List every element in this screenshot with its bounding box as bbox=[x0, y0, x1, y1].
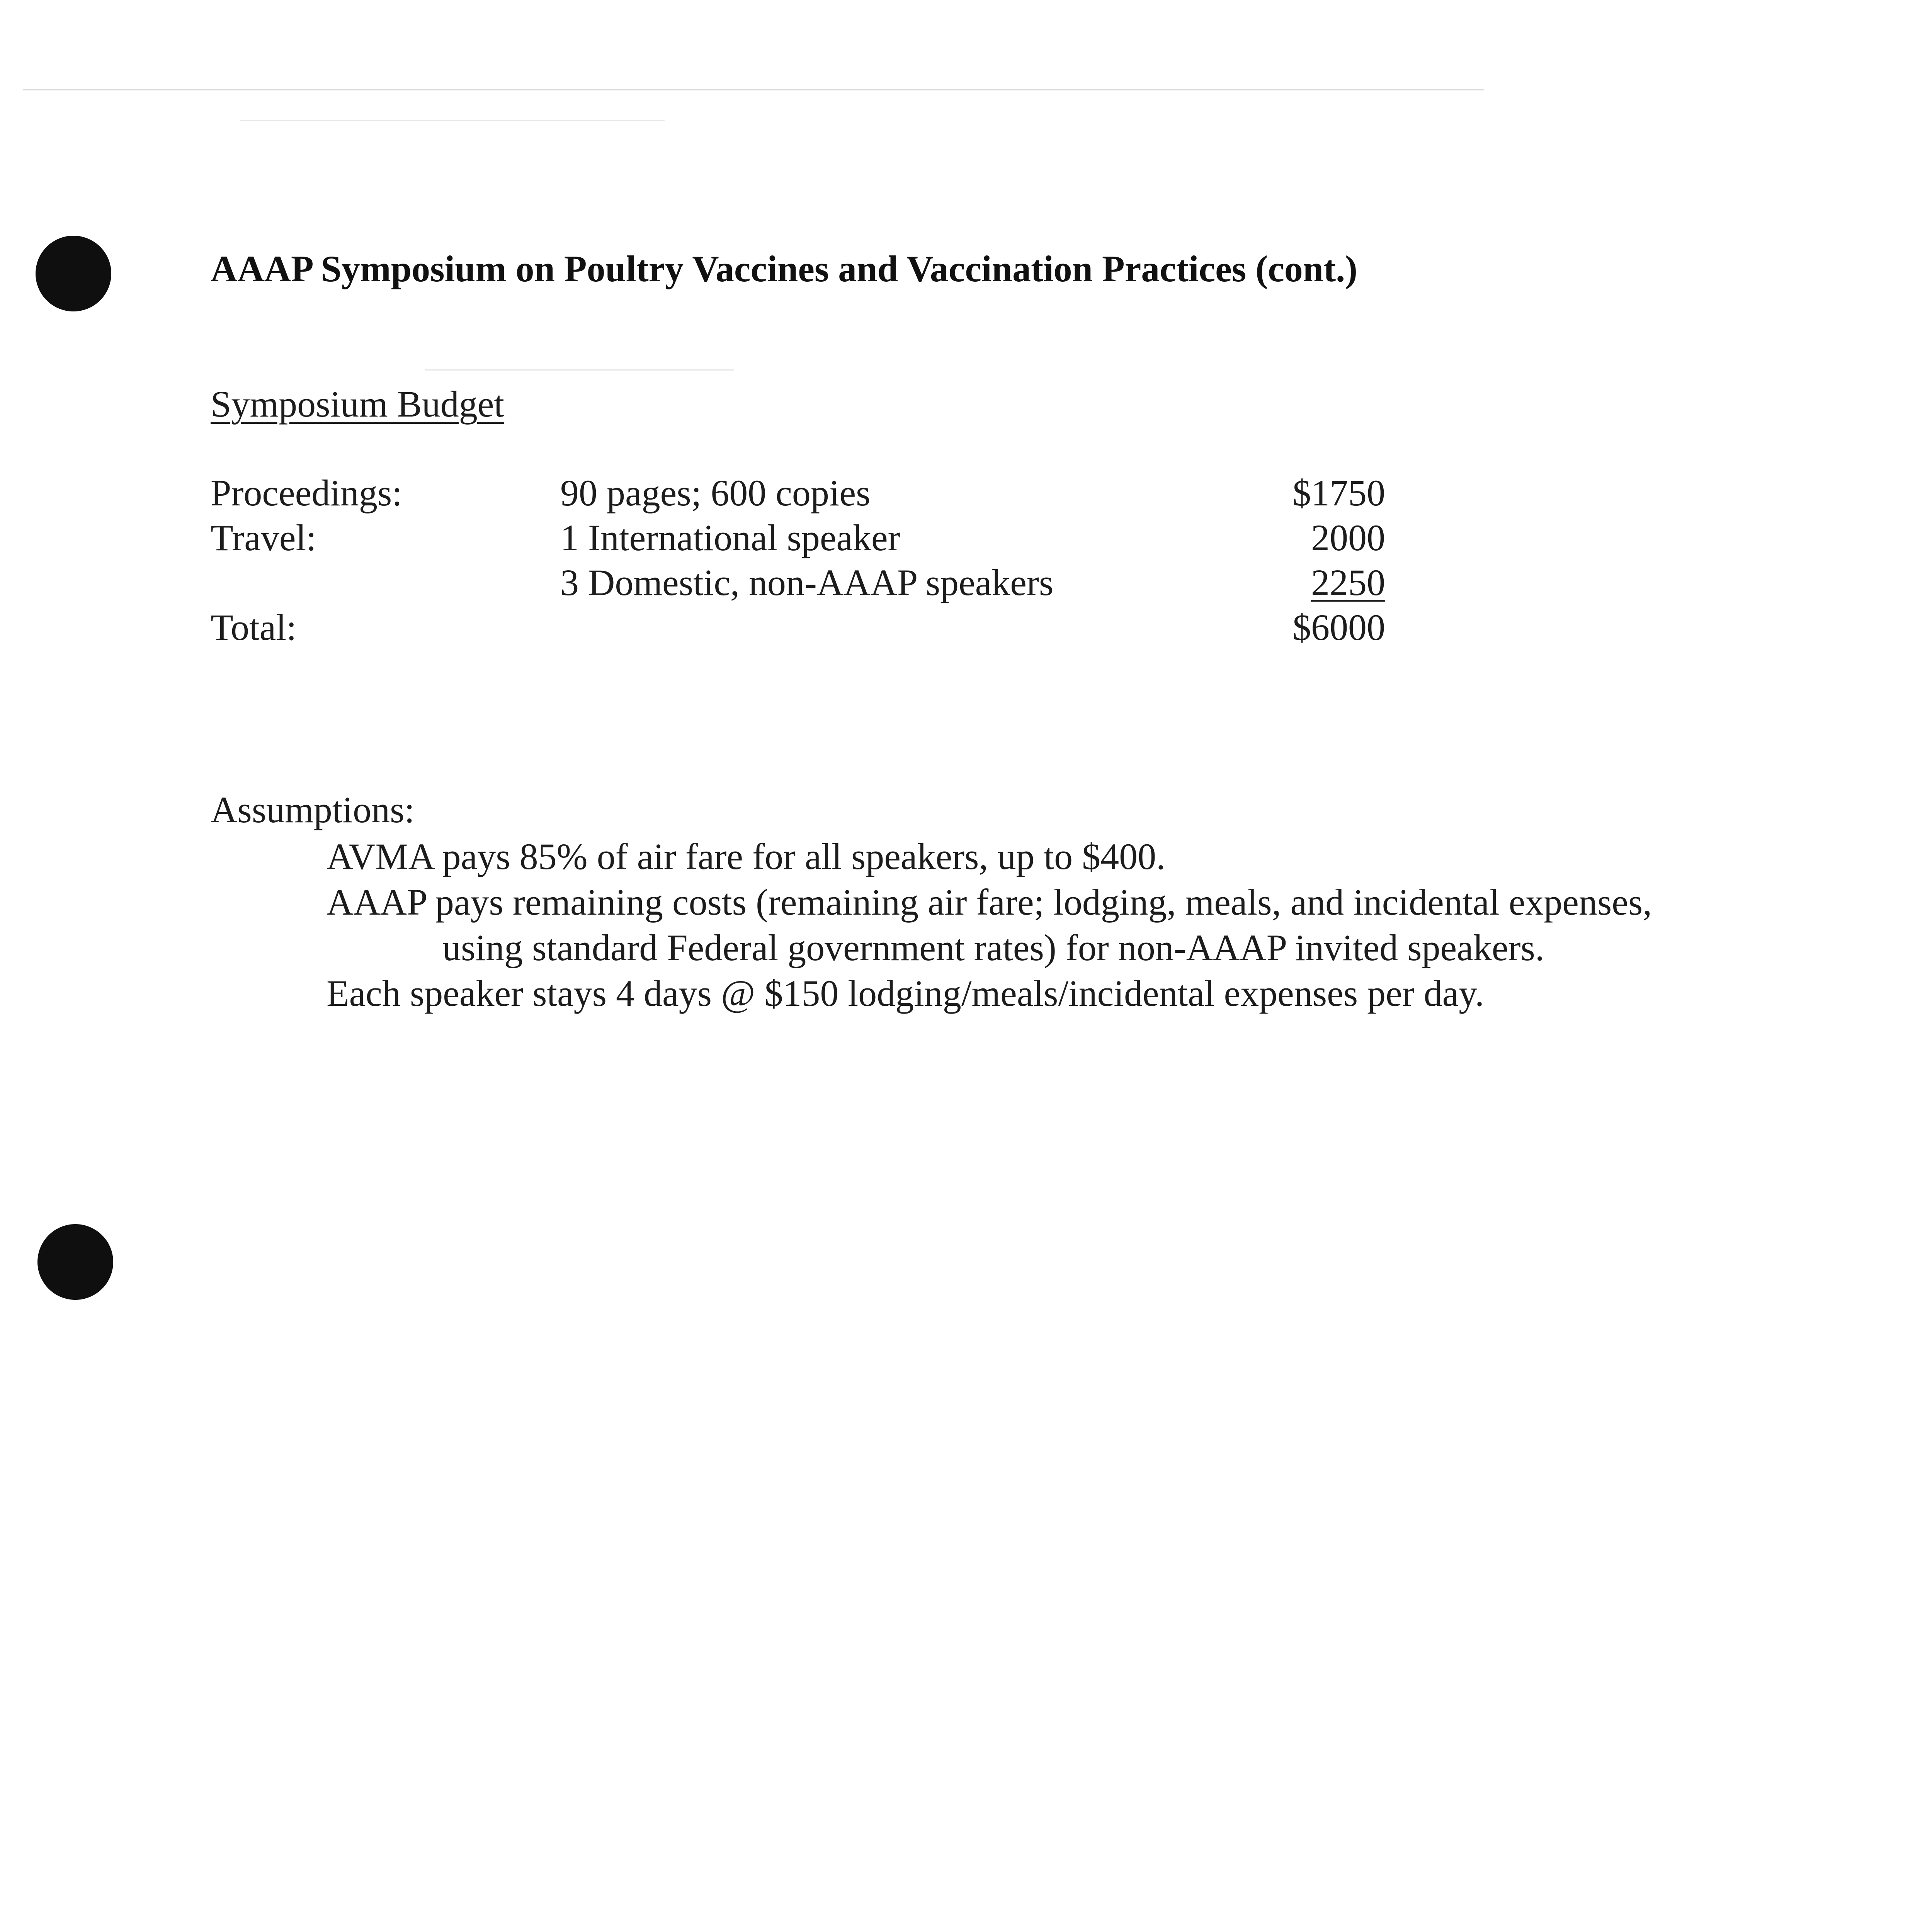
budget-table bbox=[211, 471, 1385, 651]
scan-artifact-line bbox=[23, 89, 1484, 90]
assumption-text: Each speaker stays 4 days @ $150 lodging/meals/incidental expenses per day. bbox=[327, 973, 1485, 1014]
scan-artifact-line bbox=[425, 369, 734, 371]
budget-description: 3 Domestic, non-AAAP speakers bbox=[560, 562, 1054, 603]
page-title: AAAP Symposium on Poultry Vaccines and Vaccination Practices (cont.) bbox=[211, 248, 1358, 289]
budget-description: 1 International speaker bbox=[560, 517, 900, 558]
assumption-item bbox=[327, 834, 1756, 879]
assumption-text-continuation: using standard Federal government rates) for non-AAAP invited speakers. bbox=[442, 927, 1544, 968]
budget-label: Proceedings: bbox=[211, 472, 402, 514]
assumptions-section bbox=[211, 788, 1756, 1016]
budget-amount: $1750 bbox=[1293, 472, 1385, 514]
budget-label: Total: bbox=[211, 607, 297, 648]
assumption-item bbox=[327, 971, 1756, 1016]
assumptions-heading: Assumptions: bbox=[211, 789, 415, 830]
punch-hole bbox=[37, 1224, 113, 1300]
punch-hole bbox=[36, 236, 111, 311]
budget-row-proceedings bbox=[211, 471, 1385, 516]
assumption-item bbox=[327, 879, 1756, 971]
scan-artifact-line bbox=[240, 120, 665, 121]
budget-row-total bbox=[211, 606, 1385, 651]
assumption-text: AVMA pays 85% of air fare for all speakers, up to $400. bbox=[327, 836, 1166, 877]
budget-heading: Symposium Budget bbox=[211, 383, 505, 425]
budget-amount: 2000 bbox=[1311, 517, 1385, 558]
assumption-text: AAAP pays remaining costs (remaining air fare; lodging, meals, and incidental expenses, bbox=[327, 881, 1652, 923]
budget-amount: 2250 bbox=[1311, 562, 1385, 603]
budget-description: 90 pages; 600 copies bbox=[560, 472, 871, 514]
budget-label: Travel: bbox=[211, 517, 316, 558]
budget-row-travel-domestic bbox=[211, 561, 1385, 606]
budget-total-amount: $6000 bbox=[1293, 607, 1385, 648]
budget-row-travel-international bbox=[211, 516, 1385, 561]
